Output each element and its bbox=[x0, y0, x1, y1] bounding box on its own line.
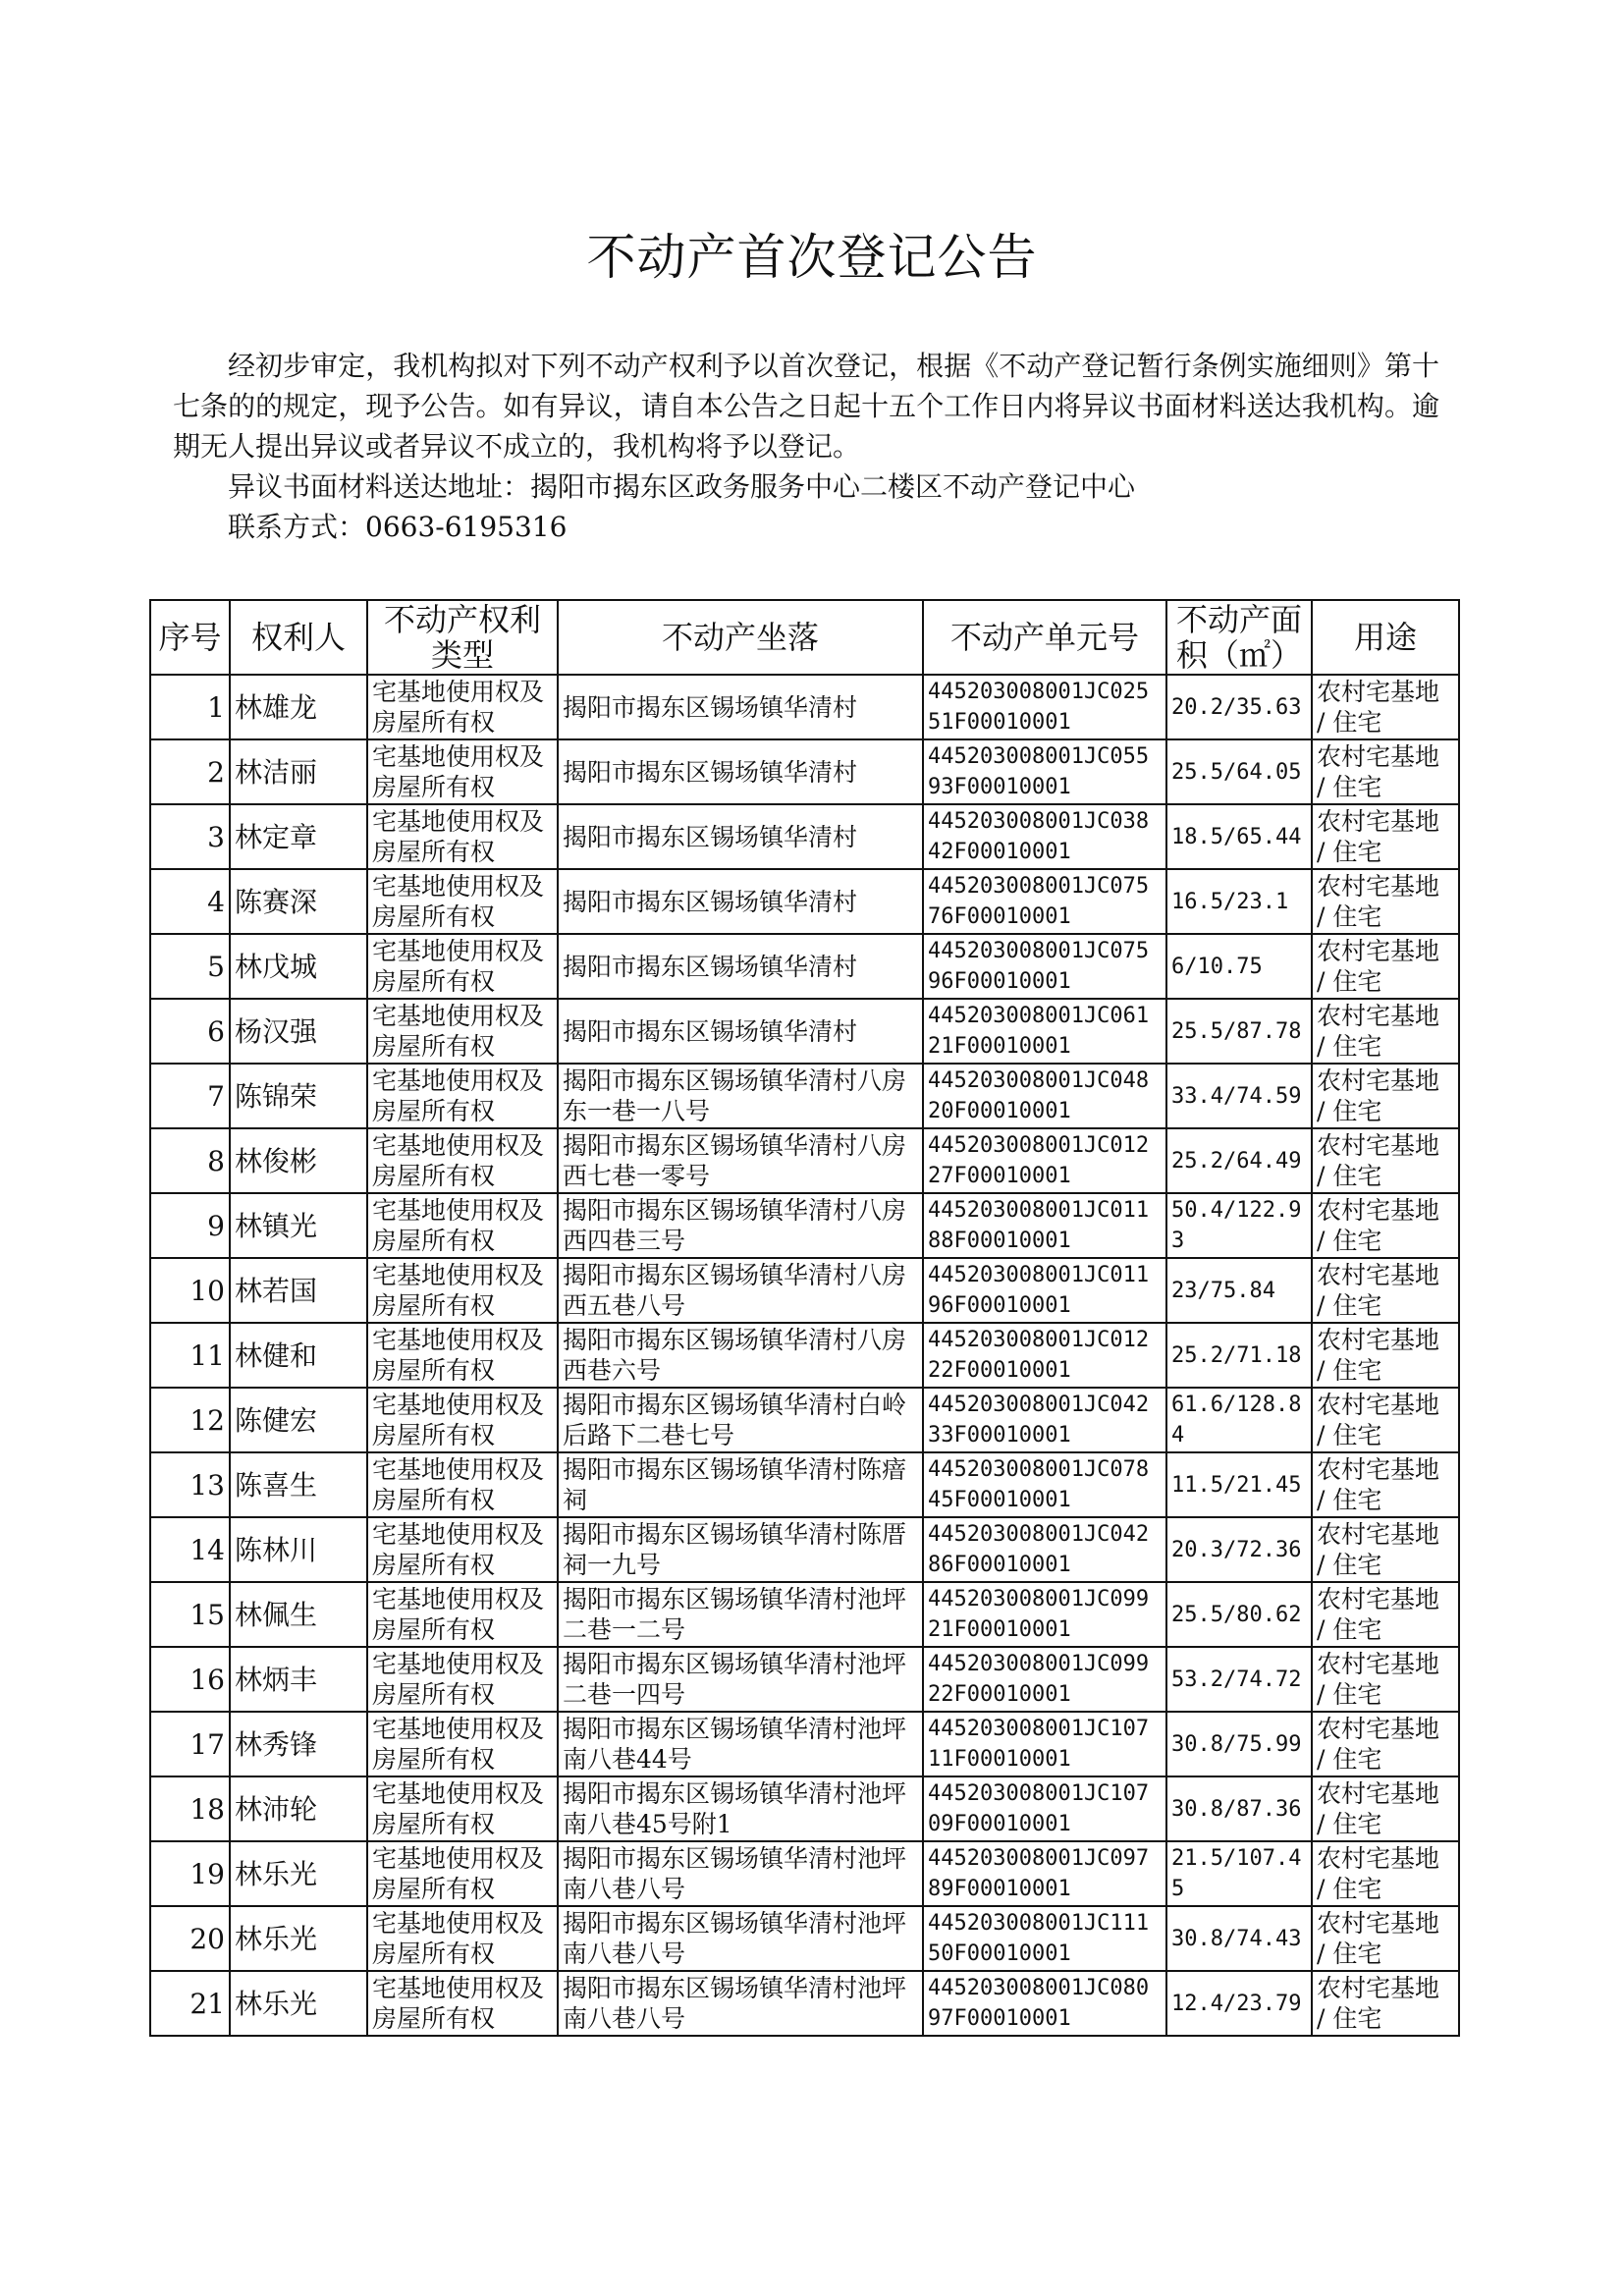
cell-owner: 林沛轮 bbox=[230, 1776, 367, 1841]
cell-use: 农村宅基地 / 住宅 bbox=[1312, 804, 1459, 869]
cell-use: 农村宅基地 / 住宅 bbox=[1312, 1971, 1459, 2036]
table-row bbox=[150, 1776, 1459, 1841]
table-header-row bbox=[150, 600, 1459, 675]
table-row bbox=[150, 804, 1459, 869]
cell-use: 农村宅基地 / 住宅 bbox=[1312, 1647, 1459, 1712]
cell-location: 揭阳市揭东区锡场镇华清村 bbox=[558, 739, 923, 804]
table-row bbox=[150, 869, 1459, 934]
cell-location: 揭阳市揭东区锡场镇华清村池坪南八巷八号 bbox=[558, 1841, 923, 1906]
cell-right-type: 宅基地使用权及房屋所有权 bbox=[367, 1193, 558, 1258]
cell-owner: 陈林川 bbox=[230, 1517, 367, 1582]
cell-location: 揭阳市揭东区锡场镇华清村 bbox=[558, 999, 923, 1064]
cell-owner: 林戊城 bbox=[230, 934, 367, 999]
cell-unit-number: 445203008001JC10709F00010001 bbox=[923, 1776, 1166, 1841]
cell-no: 18 bbox=[150, 1776, 230, 1841]
table-row bbox=[150, 1841, 1459, 1906]
cell-area: 6/10.75 bbox=[1166, 934, 1312, 999]
cell-unit-number: 445203008001JC01222F00010001 bbox=[923, 1323, 1166, 1388]
cell-owner: 林乐光 bbox=[230, 1906, 367, 1971]
cell-use: 农村宅基地 / 住宅 bbox=[1312, 1064, 1459, 1128]
objection-address: 异议书面材料送达地址：揭阳市揭东区政务服务中心二楼区不动产登记中心 bbox=[228, 470, 1136, 503]
cell-no: 20 bbox=[150, 1906, 230, 1971]
cell-right-type: 宅基地使用权及房屋所有权 bbox=[367, 1064, 558, 1128]
cell-unit-number: 445203008001JC03842F00010001 bbox=[923, 804, 1166, 869]
cell-unit-number: 445203008001JC01227F00010001 bbox=[923, 1128, 1166, 1193]
cell-location: 揭阳市揭东区锡场镇华清村池坪南八巷八号 bbox=[558, 1971, 923, 2036]
cell-owner: 林炳丰 bbox=[230, 1647, 367, 1712]
cell-right-type: 宅基地使用权及房屋所有权 bbox=[367, 675, 558, 739]
cell-location: 揭阳市揭东区锡场镇华清村陈瘖祠 bbox=[558, 1452, 923, 1517]
cell-owner: 陈健宏 bbox=[230, 1388, 367, 1452]
cell-use: 农村宅基地 / 住宅 bbox=[1312, 1906, 1459, 1971]
cell-area: 23/75.84 bbox=[1166, 1258, 1312, 1323]
table-row bbox=[150, 1452, 1459, 1517]
cell-owner: 陈赛深 bbox=[230, 869, 367, 934]
table-row bbox=[150, 934, 1459, 999]
cell-unit-number: 445203008001JC08097F00010001 bbox=[923, 1971, 1166, 2036]
cell-right-type: 宅基地使用权及房屋所有权 bbox=[367, 739, 558, 804]
cell-no: 3 bbox=[150, 804, 230, 869]
cell-area: 11.5/21.45 bbox=[1166, 1452, 1312, 1517]
header-right-type: 不动产权利类型 bbox=[367, 600, 558, 675]
table-row bbox=[150, 1388, 1459, 1452]
cell-unit-number: 445203008001JC09789F00010001 bbox=[923, 1841, 1166, 1906]
cell-use: 农村宅基地 / 住宅 bbox=[1312, 739, 1459, 804]
cell-use: 农村宅基地 / 住宅 bbox=[1312, 1323, 1459, 1388]
header-use: 用途 bbox=[1312, 600, 1459, 675]
table-body bbox=[150, 675, 1459, 2036]
cell-right-type: 宅基地使用权及房屋所有权 bbox=[367, 1841, 558, 1906]
cell-no: 4 bbox=[150, 869, 230, 934]
table-row bbox=[150, 999, 1459, 1064]
cell-owner: 杨汉强 bbox=[230, 999, 367, 1064]
page-title: 不动产首次登记公告 bbox=[586, 229, 1038, 286]
cell-owner: 林若国 bbox=[230, 1258, 367, 1323]
cell-owner: 林镇光 bbox=[230, 1193, 367, 1258]
cell-area: 20.2/35.63 bbox=[1166, 675, 1312, 739]
cell-no: 10 bbox=[150, 1258, 230, 1323]
cell-use: 农村宅基地 / 住宅 bbox=[1312, 934, 1459, 999]
cell-unit-number: 445203008001JC01196F00010001 bbox=[923, 1258, 1166, 1323]
cell-right-type: 宅基地使用权及房屋所有权 bbox=[367, 999, 558, 1064]
cell-use: 农村宅基地 / 住宅 bbox=[1312, 1517, 1459, 1582]
cell-location: 揭阳市揭东区锡场镇华清村 bbox=[558, 804, 923, 869]
cell-area: 25.5/80.62 bbox=[1166, 1582, 1312, 1647]
cell-unit-number: 445203008001JC11150F00010001 bbox=[923, 1906, 1166, 1971]
cell-location: 揭阳市揭东区锡场镇华清村八房西七巷一零号 bbox=[558, 1128, 923, 1193]
cell-area: 16.5/23.1 bbox=[1166, 869, 1312, 934]
cell-use: 农村宅基地 / 住宅 bbox=[1312, 1712, 1459, 1776]
cell-unit-number: 445203008001JC02551F00010001 bbox=[923, 675, 1166, 739]
cell-location: 揭阳市揭东区锡场镇华清村八房西五巷八号 bbox=[558, 1258, 923, 1323]
cell-location: 揭阳市揭东区锡场镇华清村陈厝祠一九号 bbox=[558, 1517, 923, 1582]
cell-right-type: 宅基地使用权及房屋所有权 bbox=[367, 1712, 558, 1776]
cell-no: 16 bbox=[150, 1647, 230, 1712]
cell-use: 农村宅基地 / 住宅 bbox=[1312, 869, 1459, 934]
cell-location: 揭阳市揭东区锡场镇华清村 bbox=[558, 869, 923, 934]
cell-no: 15 bbox=[150, 1582, 230, 1647]
cell-area: 25.2/71.18 bbox=[1166, 1323, 1312, 1388]
cell-use: 农村宅基地 / 住宅 bbox=[1312, 1776, 1459, 1841]
cell-use: 农村宅基地 / 住宅 bbox=[1312, 675, 1459, 739]
cell-area: 25.2/64.49 bbox=[1166, 1128, 1312, 1193]
cell-use: 农村宅基地 / 住宅 bbox=[1312, 1258, 1459, 1323]
cell-location: 揭阳市揭东区锡场镇华清村八房西巷六号 bbox=[558, 1323, 923, 1388]
cell-no: 6 bbox=[150, 999, 230, 1064]
cell-use: 农村宅基地 / 住宅 bbox=[1312, 999, 1459, 1064]
table-row bbox=[150, 1647, 1459, 1712]
cell-area: 21.5/107.45 bbox=[1166, 1841, 1312, 1906]
cell-location: 揭阳市揭东区锡场镇华清村池坪南八巷45号附1 bbox=[558, 1776, 923, 1841]
cell-right-type: 宅基地使用权及房屋所有权 bbox=[367, 1971, 558, 2036]
cell-unit-number: 445203008001JC07576F00010001 bbox=[923, 869, 1166, 934]
cell-owner: 林秀锋 bbox=[230, 1712, 367, 1776]
cell-owner: 林定章 bbox=[230, 804, 367, 869]
table-row bbox=[150, 1906, 1459, 1971]
cell-no: 19 bbox=[150, 1841, 230, 1906]
cell-right-type: 宅基地使用权及房屋所有权 bbox=[367, 1452, 558, 1517]
cell-no: 7 bbox=[150, 1064, 230, 1128]
cell-no: 12 bbox=[150, 1388, 230, 1452]
cell-no: 5 bbox=[150, 934, 230, 999]
cell-use: 农村宅基地 / 住宅 bbox=[1312, 1452, 1459, 1517]
cell-unit-number: 445203008001JC06121F00010001 bbox=[923, 999, 1166, 1064]
cell-area: 50.4/122.93 bbox=[1166, 1193, 1312, 1258]
table-row bbox=[150, 1258, 1459, 1323]
cell-unit-number: 445203008001JC04820F00010001 bbox=[923, 1064, 1166, 1128]
cell-right-type: 宅基地使用权及房屋所有权 bbox=[367, 869, 558, 934]
cell-location: 揭阳市揭东区锡场镇华清村池坪南八巷44号 bbox=[558, 1712, 923, 1776]
cell-unit-number: 445203008001JC09922F00010001 bbox=[923, 1647, 1166, 1712]
cell-area: 30.8/87.36 bbox=[1166, 1776, 1312, 1841]
cell-no: 9 bbox=[150, 1193, 230, 1258]
cell-no: 21 bbox=[150, 1971, 230, 2036]
cell-location: 揭阳市揭东区锡场镇华清村白岭后路下二巷七号 bbox=[558, 1388, 923, 1452]
cell-no: 8 bbox=[150, 1128, 230, 1193]
cell-no: 11 bbox=[150, 1323, 230, 1388]
cell-right-type: 宅基地使用权及房屋所有权 bbox=[367, 934, 558, 999]
cell-location: 揭阳市揭东区锡场镇华清村 bbox=[558, 675, 923, 739]
cell-unit-number: 445203008001JC09921F00010001 bbox=[923, 1582, 1166, 1647]
cell-area: 33.4/74.59 bbox=[1166, 1064, 1312, 1128]
cell-owner: 林乐光 bbox=[230, 1841, 367, 1906]
cell-area: 30.8/74.43 bbox=[1166, 1906, 1312, 1971]
cell-owner: 林洁丽 bbox=[230, 739, 367, 804]
cell-unit-number: 445203008001JC07596F00010001 bbox=[923, 934, 1166, 999]
cell-owner: 陈锦荣 bbox=[230, 1064, 367, 1128]
cell-no: 2 bbox=[150, 739, 230, 804]
cell-area: 12.4/23.79 bbox=[1166, 1971, 1312, 2036]
cell-right-type: 宅基地使用权及房屋所有权 bbox=[367, 1776, 558, 1841]
cell-right-type: 宅基地使用权及房屋所有权 bbox=[367, 1517, 558, 1582]
cell-right-type: 宅基地使用权及房屋所有权 bbox=[367, 804, 558, 869]
cell-area: 25.5/87.78 bbox=[1166, 999, 1312, 1064]
table-row bbox=[150, 675, 1459, 739]
header-unit-number: 不动产单元号 bbox=[923, 600, 1166, 675]
cell-right-type: 宅基地使用权及房屋所有权 bbox=[367, 1388, 558, 1452]
cell-unit-number: 445203008001JC01188F00010001 bbox=[923, 1193, 1166, 1258]
cell-unit-number: 445203008001JC04233F00010001 bbox=[923, 1388, 1166, 1452]
table-row bbox=[150, 1323, 1459, 1388]
cell-no: 1 bbox=[150, 675, 230, 739]
header-area: 不动产面积（㎡） bbox=[1166, 600, 1312, 675]
cell-owner: 林雄龙 bbox=[230, 675, 367, 739]
table-row bbox=[150, 1193, 1459, 1258]
cell-location: 揭阳市揭东区锡场镇华清村池坪二巷一四号 bbox=[558, 1647, 923, 1712]
cell-location: 揭阳市揭东区锡场镇华清村 bbox=[558, 934, 923, 999]
notice-body bbox=[173, 346, 1439, 547]
cell-use: 农村宅基地 / 住宅 bbox=[1312, 1193, 1459, 1258]
cell-unit-number: 445203008001JC07845F00010001 bbox=[923, 1452, 1166, 1517]
table-row bbox=[150, 1712, 1459, 1776]
cell-unit-number: 445203008001JC04286F00010001 bbox=[923, 1517, 1166, 1582]
cell-owner: 林俊彬 bbox=[230, 1128, 367, 1193]
cell-owner: 林佩生 bbox=[230, 1582, 367, 1647]
cell-right-type: 宅基地使用权及房屋所有权 bbox=[367, 1258, 558, 1323]
table-row bbox=[150, 1971, 1459, 2036]
cell-area: 20.3/72.36 bbox=[1166, 1517, 1312, 1582]
cell-owner: 林乐光 bbox=[230, 1971, 367, 2036]
table-row bbox=[150, 1064, 1459, 1128]
cell-right-type: 宅基地使用权及房屋所有权 bbox=[367, 1128, 558, 1193]
cell-location: 揭阳市揭东区锡场镇华清村池坪南八巷八号 bbox=[558, 1906, 923, 1971]
cell-right-type: 宅基地使用权及房屋所有权 bbox=[367, 1582, 558, 1647]
cell-area: 53.2/74.72 bbox=[1166, 1647, 1312, 1712]
cell-use: 农村宅基地 / 住宅 bbox=[1312, 1128, 1459, 1193]
cell-owner: 陈喜生 bbox=[230, 1452, 367, 1517]
cell-unit-number: 445203008001JC05593F00010001 bbox=[923, 739, 1166, 804]
cell-location: 揭阳市揭东区锡场镇华清村八房东一巷一八号 bbox=[558, 1064, 923, 1128]
cell-right-type: 宅基地使用权及房屋所有权 bbox=[367, 1647, 558, 1712]
cell-right-type: 宅基地使用权及房屋所有权 bbox=[367, 1906, 558, 1971]
header-location: 不动产坐落 bbox=[558, 600, 923, 675]
notice-paragraph: 经初步审定，我机构拟对下列不动产权利予以首次登记，根据《不动产登记暂行条例实施细则》第十七条的的规定，现予公告。如有异议，请自本公告之日起十五个工作日内将异议书面材料送达我机构。逾期无人提出异议或者异议不成立的，我机构将予以登记。 bbox=[173, 350, 1439, 463]
cell-location: 揭阳市揭东区锡场镇华清村池坪二巷一二号 bbox=[558, 1582, 923, 1647]
cell-use: 农村宅基地 / 住宅 bbox=[1312, 1388, 1459, 1452]
cell-area: 30.8/75.99 bbox=[1166, 1712, 1312, 1776]
table-row bbox=[150, 739, 1459, 804]
cell-area: 18.5/65.44 bbox=[1166, 804, 1312, 869]
cell-use: 农村宅基地 / 住宅 bbox=[1312, 1841, 1459, 1906]
cell-location: 揭阳市揭东区锡场镇华清村八房西四巷三号 bbox=[558, 1193, 923, 1258]
cell-unit-number: 445203008001JC10711F00010001 bbox=[923, 1712, 1166, 1776]
cell-no: 14 bbox=[150, 1517, 230, 1582]
table-row bbox=[150, 1517, 1459, 1582]
cell-area: 25.5/64.05 bbox=[1166, 739, 1312, 804]
registration-table bbox=[149, 599, 1460, 2037]
cell-no: 17 bbox=[150, 1712, 230, 1776]
contact-info: 联系方式：0663-6195316 bbox=[228, 511, 568, 543]
cell-use: 农村宅基地 / 住宅 bbox=[1312, 1582, 1459, 1647]
header-owner: 权利人 bbox=[230, 600, 367, 675]
cell-owner: 林健和 bbox=[230, 1323, 367, 1388]
table-row bbox=[150, 1582, 1459, 1647]
cell-right-type: 宅基地使用权及房屋所有权 bbox=[367, 1323, 558, 1388]
cell-no: 13 bbox=[150, 1452, 230, 1517]
table-row bbox=[150, 1128, 1459, 1193]
cell-area: 61.6/128.84 bbox=[1166, 1388, 1312, 1452]
header-no: 序号 bbox=[150, 600, 230, 675]
